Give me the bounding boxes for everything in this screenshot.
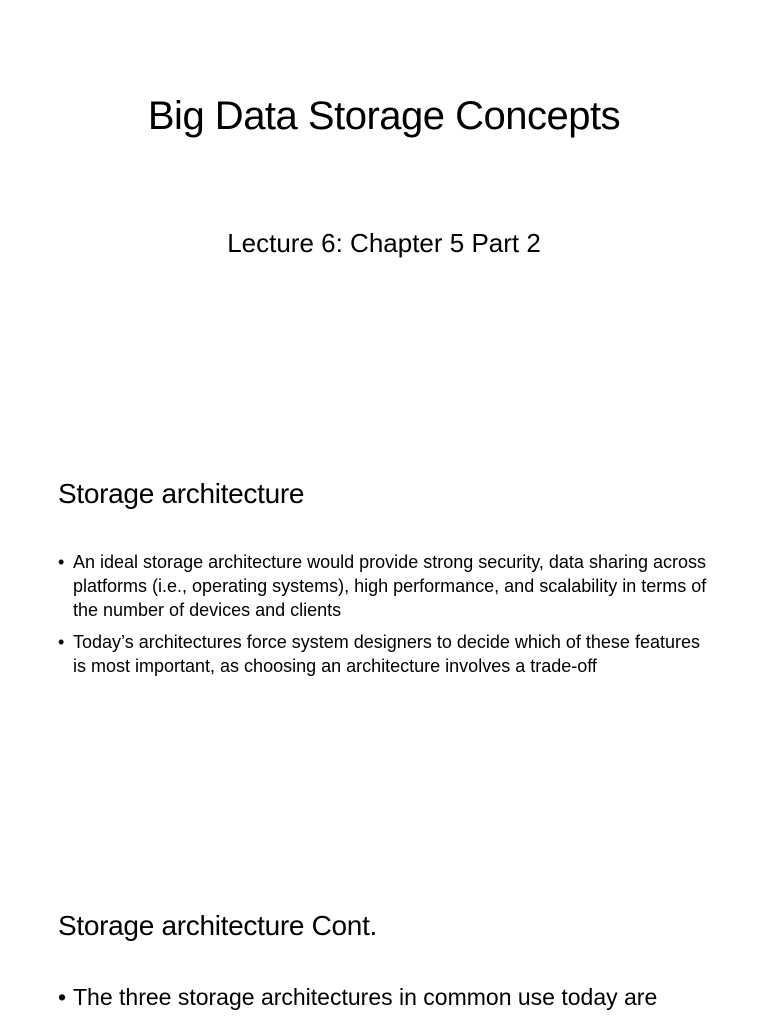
title-slide: [0, 0, 768, 432]
bullet-list: [58, 982, 708, 1020]
bullet-icon: •: [58, 632, 65, 652]
bullet-text: The three storage architectures in common use today are: [73, 984, 658, 1010]
bullet-item: [58, 550, 708, 622]
bullet-icon: •: [58, 552, 65, 572]
bullet-item: [58, 630, 708, 678]
bullet-icon: •: [58, 984, 67, 1010]
bullet-text: An ideal storage architecture would provide strong security, data sharing across platforms (i.e., operating systems), high performance, and scalability in terms of the number of devices and clients: [73, 552, 707, 620]
bullet-item: [58, 982, 708, 1012]
bullet-list: [58, 550, 708, 686]
slide-storage-architecture-cont: [0, 864, 768, 1024]
presentation-subtitle: Lecture 6: Chapter 5 Part 2: [227, 228, 541, 258]
slide-storage-architecture: [0, 432, 768, 864]
bullet-text: Today’s architectures force system designers to decide which of these features is most important, as choosing an architecture involves a trade-off: [73, 632, 700, 676]
slide-heading: Storage architecture: [58, 478, 305, 509]
presentation-title: Big Data Storage Concepts: [147, 94, 621, 138]
slide-heading: Storage architecture Cont.: [58, 910, 378, 941]
